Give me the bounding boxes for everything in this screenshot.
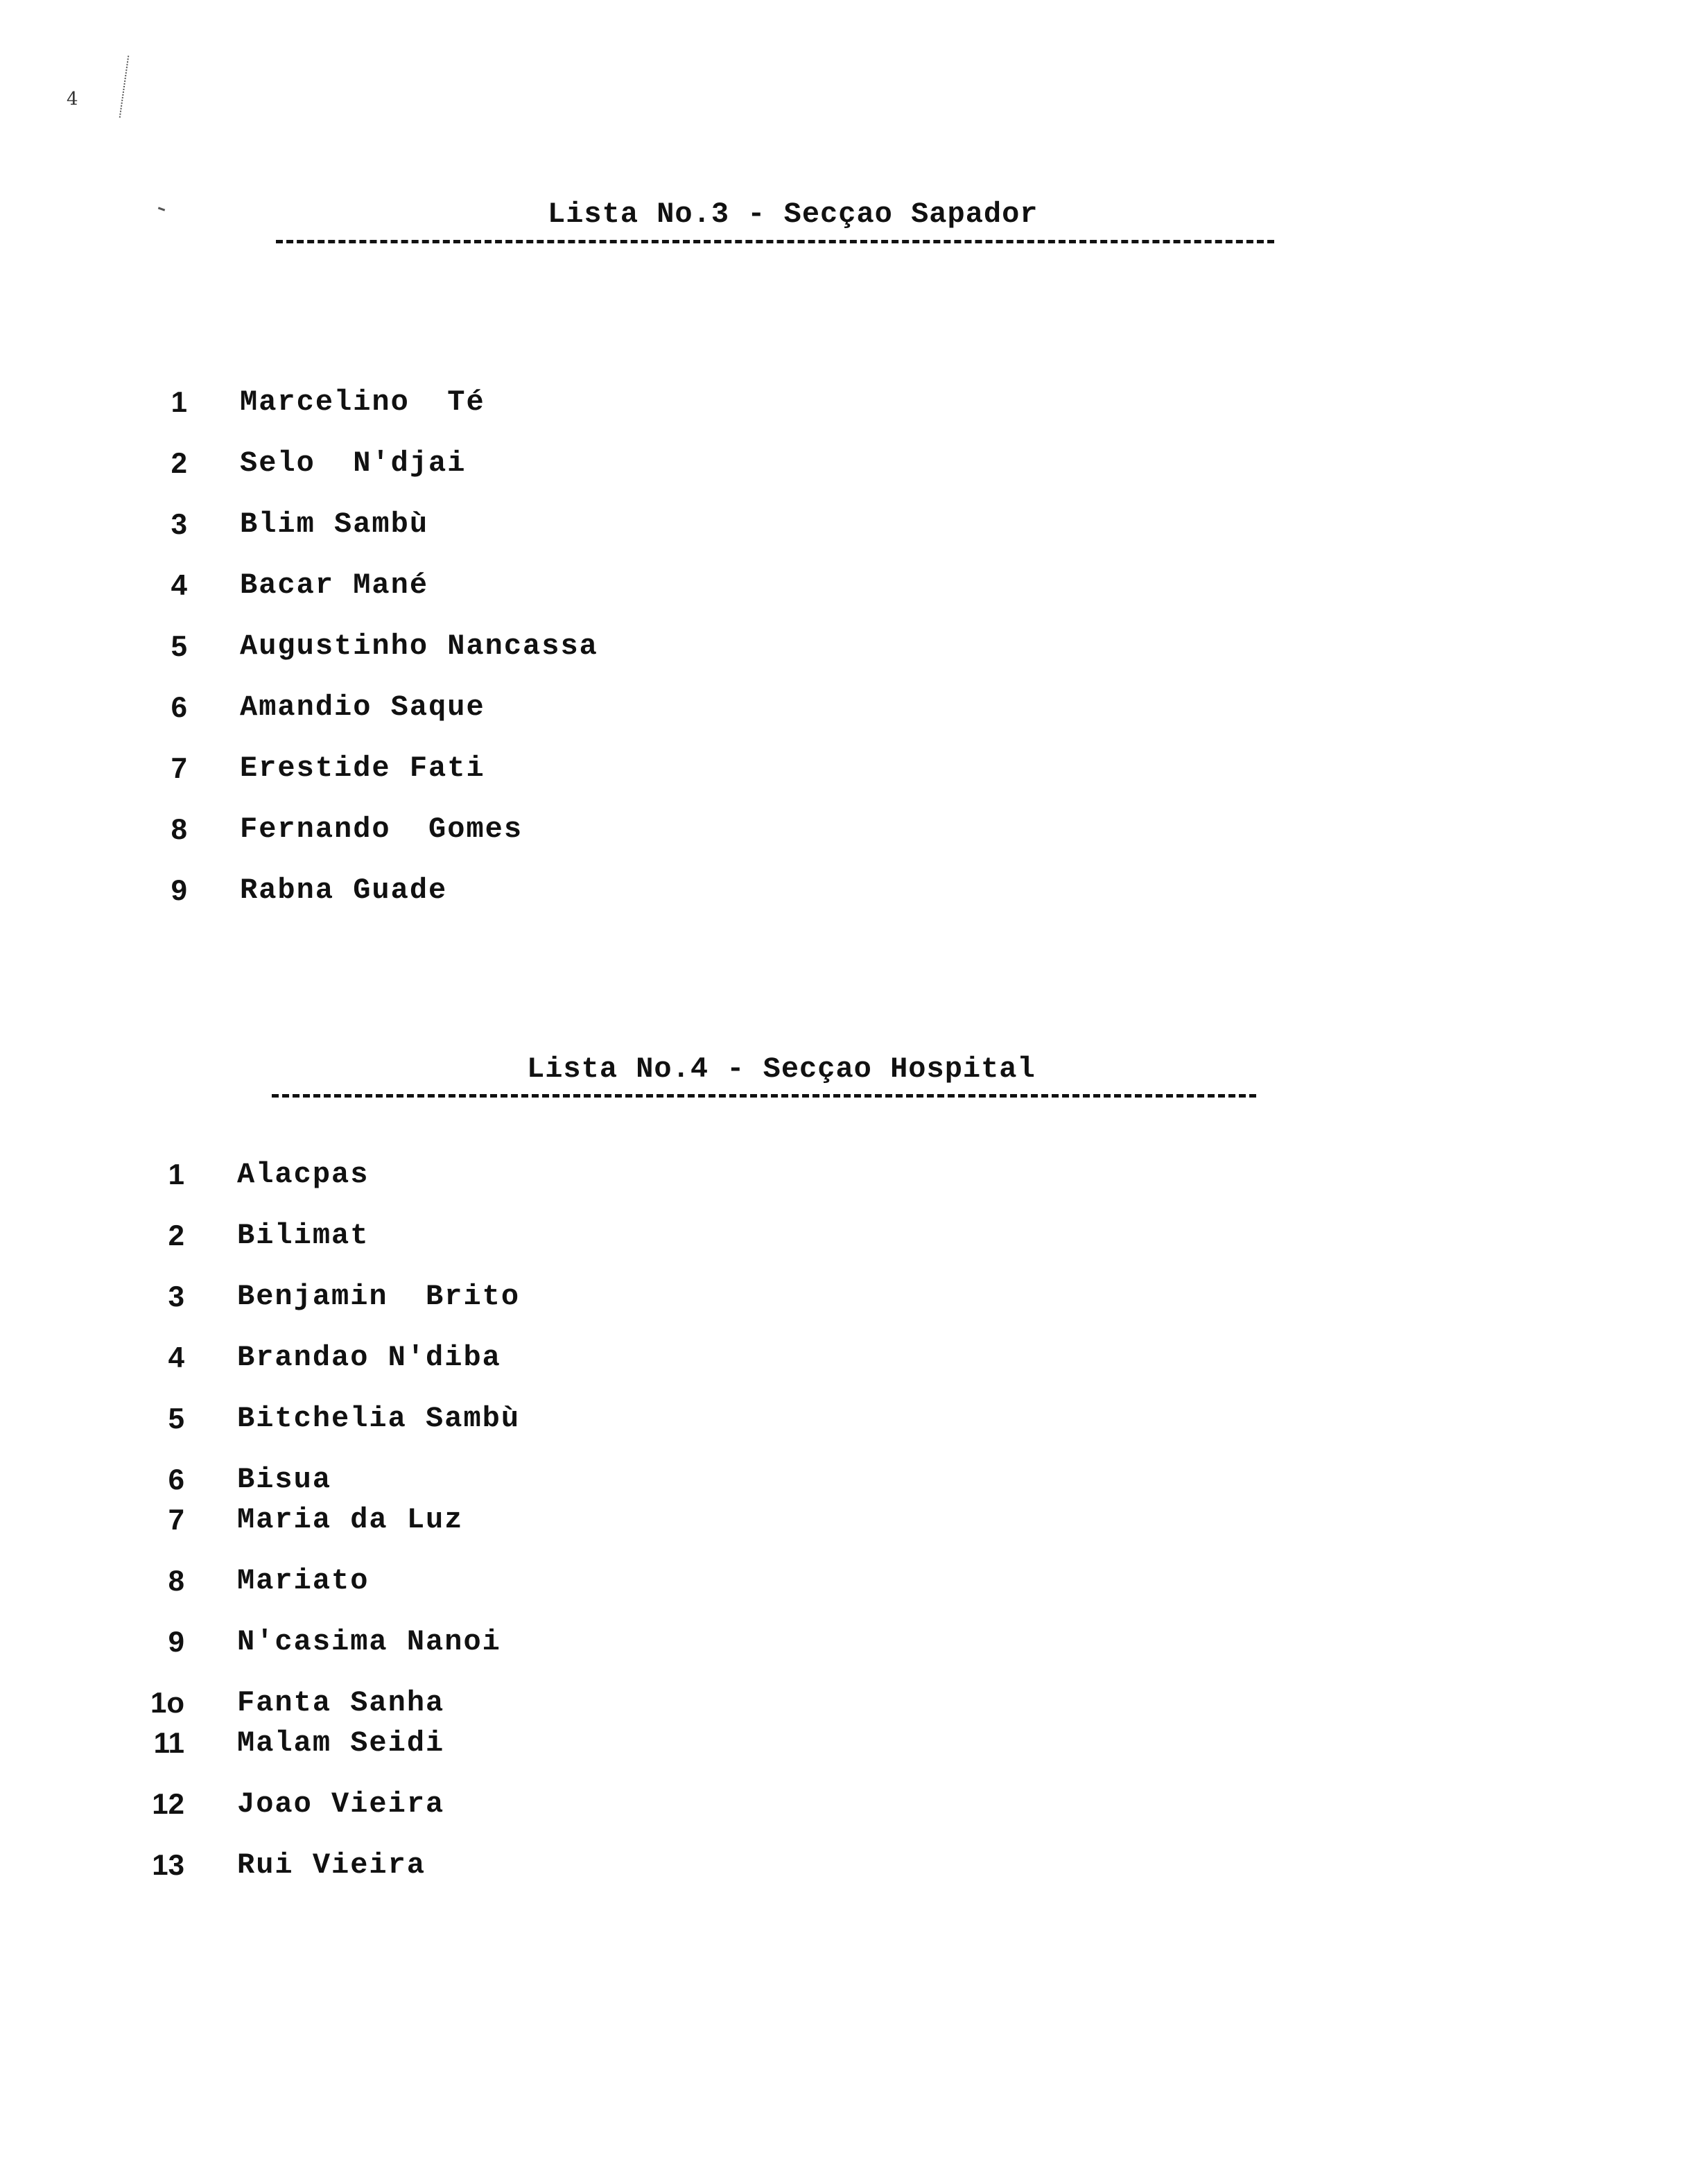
list-item-number: 1o (150, 1686, 184, 1719)
list-item-number: 1 (168, 1158, 184, 1190)
list-item-name: Joao Vieira (237, 1787, 445, 1821)
list-item-name: Mariato (237, 1564, 370, 1597)
list-item-name: Benjamin Brito (237, 1280, 521, 1313)
list-item-number: 8 (171, 813, 187, 845)
list-item-number: 2 (168, 1219, 184, 1251)
list-item-number: 1 (171, 385, 187, 418)
section4-title: Lista No.4 - Secçao Hospital (527, 1052, 1036, 1086)
list-item-number: 3 (168, 1280, 184, 1312)
section3-title: Lista No.3 - Secçao Sapador (548, 198, 1038, 231)
list-item-name: Fanta Sanha (237, 1686, 445, 1719)
list-item-number: 3 (171, 508, 187, 540)
list-item-name: Alacpas (237, 1158, 370, 1191)
list-item-number: 6 (168, 1463, 184, 1496)
list-item-name: Bitchelia Sambù (237, 1402, 521, 1435)
section3-title-underline (276, 240, 1274, 243)
list-item-name: Rabna Guade (240, 874, 448, 907)
list-item-number: 6 (171, 691, 187, 723)
margin-dot-mark (158, 207, 165, 211)
list-item-number: 9 (168, 1625, 184, 1658)
margin-pencil-stroke (119, 55, 130, 117)
list-item-number: 4 (168, 1341, 184, 1373)
list-item-number: 2 (171, 447, 187, 479)
list-item-name: Marcelino Té (240, 385, 485, 419)
list-item-name: Bilimat (237, 1219, 370, 1252)
list-item-number: 11 (153, 1726, 184, 1759)
section4-title-underline (272, 1094, 1256, 1098)
list-item-name: Rui Vieira (237, 1848, 426, 1882)
list-item-name: Bacar Mané (240, 569, 429, 602)
margin-page-mark: 4 (67, 89, 78, 110)
list-item-number: 5 (171, 630, 187, 662)
list-item-number: 9 (171, 874, 187, 906)
list-item-name: N'casima Nanoi (237, 1625, 501, 1658)
list-item-number: 8 (168, 1564, 184, 1597)
list-item-name: Maria da Luz (237, 1503, 464, 1536)
list-item-number: 13 (152, 1848, 184, 1881)
list-item-name: Brandao N'diba (237, 1341, 501, 1374)
list-item-name: Selo N'djai (240, 447, 467, 480)
list-item-name: Erestide Fati (240, 752, 485, 785)
list-item-number: 5 (168, 1402, 184, 1435)
list-item-number: 12 (152, 1787, 184, 1820)
list-item-name: Augustinho Nancassa (240, 630, 598, 663)
list-item-number: 7 (171, 752, 187, 784)
list-item-name: Bisua (237, 1463, 332, 1496)
list-item-name: Amandio Saque (240, 691, 485, 724)
list-item-number: 4 (171, 569, 187, 601)
list-item-number: 7 (168, 1503, 184, 1536)
list-item-name: Malam Seidi (237, 1726, 445, 1760)
list-item-name: Blim Sambù (240, 508, 429, 541)
list-item-name: Fernando Gomes (240, 813, 523, 846)
